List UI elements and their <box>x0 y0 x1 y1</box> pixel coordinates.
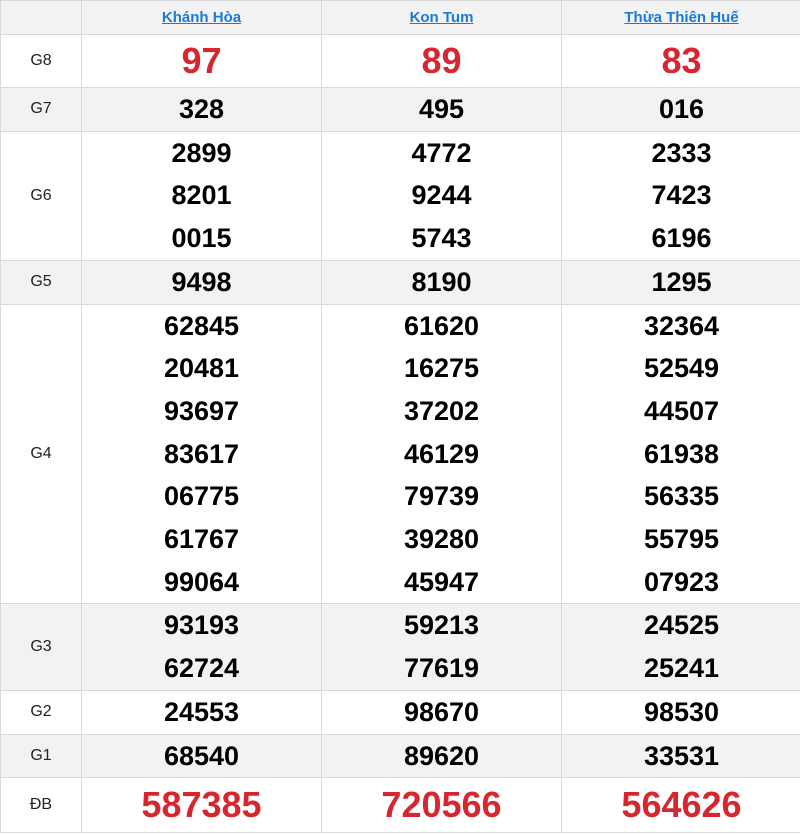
result-number: 98670 <box>403 696 480 727</box>
result-cell <box>322 690 562 734</box>
prize-label: G8 <box>1 35 82 88</box>
prize-row <box>1 690 800 734</box>
province-link-kon-tum[interactable]: Kon Tum <box>409 9 474 26</box>
result-cell <box>562 778 800 833</box>
result-cell <box>82 604 322 690</box>
result-cell <box>322 260 562 304</box>
result-number: 89620 <box>403 740 480 771</box>
result-number: 83 <box>661 40 702 81</box>
result-cell <box>322 131 562 260</box>
result-number: 37202 <box>403 395 480 426</box>
result-number: 52549 <box>643 353 720 384</box>
result-number: 9498 <box>171 266 232 297</box>
result-number: 79739 <box>403 481 480 512</box>
header-row <box>1 1 800 35</box>
result-cell <box>322 88 562 132</box>
result-number: 07923 <box>643 566 720 597</box>
prize-label: ĐB <box>1 778 82 833</box>
result-number: 1295 <box>651 266 712 297</box>
prize-label: G3 <box>1 604 82 690</box>
prize-label: G2 <box>1 690 82 734</box>
corner-cell <box>1 1 82 35</box>
prize-row <box>1 131 800 260</box>
result-cell <box>82 260 322 304</box>
result-number: 44507 <box>643 395 720 426</box>
result-number: 4772 <box>411 137 472 168</box>
result-number: 93193 <box>163 610 240 641</box>
result-cell <box>82 35 322 88</box>
result-number: 98530 <box>643 696 720 727</box>
result-number: 06775 <box>163 481 240 512</box>
result-number: 59213 <box>403 610 480 641</box>
result-number: 39280 <box>403 524 480 555</box>
prize-label: G7 <box>1 88 82 132</box>
result-number: 61938 <box>643 438 720 469</box>
result-number: 24553 <box>163 696 240 727</box>
result-number: 45947 <box>403 566 480 597</box>
result-number: 2333 <box>651 137 712 168</box>
result-number: 33531 <box>643 740 720 771</box>
result-cell <box>562 734 800 778</box>
result-cell <box>322 604 562 690</box>
result-number: 8190 <box>411 266 472 297</box>
result-number: 32364 <box>643 310 720 341</box>
result-number: 61767 <box>163 524 240 555</box>
result-cell <box>82 304 322 604</box>
result-number: 587385 <box>141 784 262 826</box>
result-number: 2899 <box>171 137 232 168</box>
prize-row <box>1 604 800 690</box>
province-header <box>562 1 800 35</box>
result-cell <box>562 88 800 132</box>
province-header <box>82 1 322 35</box>
result-number: 89 <box>421 40 462 81</box>
result-number: 016 <box>658 94 705 124</box>
result-number: 9244 <box>411 180 472 211</box>
result-number: 55795 <box>643 524 720 555</box>
prize-label: G6 <box>1 131 82 260</box>
result-number: 99064 <box>163 566 240 597</box>
result-number: 8201 <box>171 180 232 211</box>
result-number: 56335 <box>643 481 720 512</box>
prize-label: G5 <box>1 260 82 304</box>
result-cell <box>82 734 322 778</box>
result-cell <box>562 260 800 304</box>
result-number: 93697 <box>163 395 240 426</box>
result-number: 7423 <box>651 180 712 211</box>
result-number: 0015 <box>171 223 232 254</box>
result-cell <box>322 778 562 833</box>
result-number: 564626 <box>621 784 742 826</box>
result-cell <box>82 690 322 734</box>
result-number: 68540 <box>163 740 240 771</box>
result-number: 61620 <box>403 310 480 341</box>
province-link-thua-thien-hue[interactable]: Thừa Thiên Huế <box>624 9 739 26</box>
result-number: 720566 <box>381 784 502 826</box>
result-cell <box>322 35 562 88</box>
result-cell <box>82 131 322 260</box>
result-number: 20481 <box>163 353 240 384</box>
result-number: 495 <box>418 94 465 124</box>
result-cell <box>322 304 562 604</box>
province-header <box>322 1 562 35</box>
result-number: 6196 <box>651 223 712 254</box>
result-number: 46129 <box>403 438 480 469</box>
result-cell <box>562 304 800 604</box>
prize-row <box>1 88 800 132</box>
result-number: 328 <box>178 94 225 124</box>
result-number: 62724 <box>163 653 240 684</box>
result-number: 97 <box>181 40 222 81</box>
result-number: 83617 <box>163 438 240 469</box>
result-cell <box>82 88 322 132</box>
result-cell <box>82 778 322 833</box>
prize-row <box>1 778 800 833</box>
result-number: 16275 <box>403 353 480 384</box>
result-cell <box>562 131 800 260</box>
result-cell <box>322 734 562 778</box>
result-number: 77619 <box>403 653 480 684</box>
prize-label: G4 <box>1 304 82 604</box>
province-link-khanh-hoa[interactable]: Khánh Hòa <box>161 9 242 26</box>
result-number: 5743 <box>411 223 472 254</box>
result-number: 24525 <box>643 610 720 641</box>
result-number: 62845 <box>163 310 240 341</box>
prize-row <box>1 260 800 304</box>
prize-label: G1 <box>1 734 82 778</box>
result-cell <box>562 35 800 88</box>
result-cell <box>562 604 800 690</box>
prize-row <box>1 734 800 778</box>
result-cell <box>562 690 800 734</box>
result-number: 25241 <box>643 653 720 684</box>
prize-row <box>1 35 800 88</box>
prize-row <box>1 304 800 604</box>
